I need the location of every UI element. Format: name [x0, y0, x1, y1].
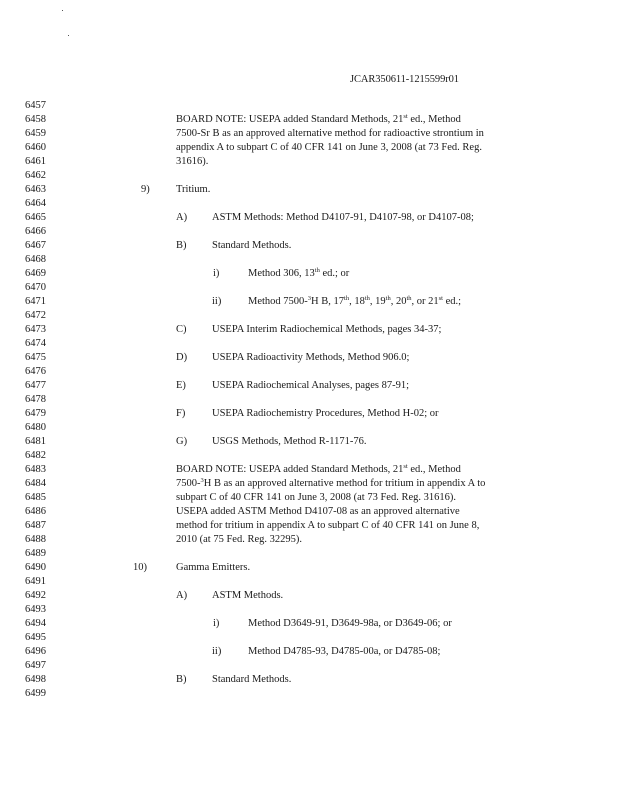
- line-number-text: 6468: [25, 254, 46, 265]
- line-number-text: 6471: [25, 296, 46, 307]
- line-number-text: 6474: [25, 338, 46, 349]
- line-number-text: 6465: [25, 212, 46, 223]
- line-number-text: 6460: [25, 142, 46, 153]
- line-number-text: 6498: [25, 674, 46, 685]
- line-number-text: 6499: [25, 688, 46, 699]
- line-number-text: 6470: [25, 282, 46, 293]
- gamma-number: 10): [133, 562, 147, 573]
- line-number-text: 6496: [25, 646, 46, 657]
- line-number-text: 6469: [25, 268, 46, 279]
- line-number-text: 6497: [25, 660, 46, 671]
- line-number-text: 6457: [25, 100, 46, 111]
- line-number-text: 6467: [25, 240, 46, 251]
- line-number-text: 6487: [25, 520, 46, 531]
- line-number-text: 6485: [25, 492, 46, 503]
- line-number-text: 6479: [25, 408, 46, 419]
- document-id: JCAR350611-1215599r01: [350, 74, 459, 85]
- line-number-text: 6476: [25, 366, 46, 377]
- line-number-text: 6478: [25, 394, 46, 405]
- line-number-text: 6462: [25, 170, 46, 181]
- line-number-text: 6486: [25, 506, 46, 517]
- gamma-title: Gamma Emitters.: [176, 562, 251, 573]
- line-number-text: 6494: [25, 618, 46, 629]
- line-number-text: 6484: [25, 478, 46, 489]
- tritium-title: Tritium.: [176, 184, 211, 195]
- line-number-text: 6480: [25, 422, 46, 433]
- line-number-text: 6495: [25, 632, 46, 643]
- line-number-text: 6481: [25, 436, 46, 447]
- line-number-text: 6459: [25, 128, 46, 139]
- document-page: JCAR350611-1215599r01 6457 6458 6459 6460 6461 6462 6463 6464 6465 6466 6467 6468 6469 6470 6471 6472 6473 6474 6475 6476 6477 6478 6479 6480 6481 6482 6483 6484 6485 6486 6487 6488 6489 6490 6491 6492 6493 6494 6495 6496 6497 6498 6499 BOARD NOTE: USEPA added Standard Methods, 21st ed., Method 7500-Sr B as an approved alternative method for radioactive strontium in appendix A to subpart C of 40 CFR 141 on June 3, 2008 (at 73 Fed. Reg. 31616). 9) Tritium. A) ASTM Methods: Method D4107-91, D4107-98, or D4107-08; B) Standard Methods. i) Method 306, 13th ed.; or ii) Method 7500-$^3$H B, 17th, 18th, 19th, 20th, or 21st ed.; C) USEPA Interim Radiochemical Methods, pages 34-37; D) USEPA Radioactivity Methods, Method 906.0; E) USEPA Radiochemical Analyses, pages 87-91; F) USEPA Radiochemistry Procedures, Method H-02; or G) USGS Methods, Method R-1171-76. BOARD NOTE: USEPA added Standard Methods, 21st ed., Method 7500-$^3$H B as an approved alternative method for tritium in appendix A to subpart C of 40 CFR 141 on June 3, 2008 (at 73 Fed. Reg. 31616). USEPA added ASTM Method D4107-08 as an approved alternative method for tritium in appendix A to subpart C of 40 CFR 141 on June 8, 2010 (at 75 Fed. Reg. 32295). 10) Gamma Emitters. A) ASTM Methods. i) Method D3649-91, D3649-98a, or D3649-06; or ii) Method D4785-93, D4785-00a, or D4785-08; B) Standard Methods.: [0, 0, 619, 800]
- line-number-text: 6463: [25, 184, 46, 195]
- line-number-text: 6472: [25, 310, 46, 321]
- line-number-text: 6466: [25, 226, 46, 237]
- line-number-text: 6492: [25, 590, 46, 601]
- line-number-text: 6482: [25, 450, 46, 461]
- line-number-text: 6483: [25, 464, 46, 475]
- scan-speck: [68, 35, 69, 36]
- line-number-text: 6491: [25, 576, 46, 587]
- line-number-text: 6493: [25, 604, 46, 615]
- line-number-text: 6458: [25, 114, 46, 125]
- line-number-text: 6489: [25, 548, 46, 559]
- line-number-text: 6464: [25, 198, 46, 209]
- line-number-text: 6461: [25, 156, 46, 167]
- line-number-text: 6477: [25, 380, 46, 391]
- line-number-text: 6473: [25, 324, 46, 335]
- line-number-text: 6475: [25, 352, 46, 363]
- tritium-number: 9): [141, 184, 150, 195]
- scan-speck: [62, 10, 63, 11]
- line-number-text: 6490: [25, 562, 46, 573]
- line-number-text: 6488: [25, 534, 46, 545]
